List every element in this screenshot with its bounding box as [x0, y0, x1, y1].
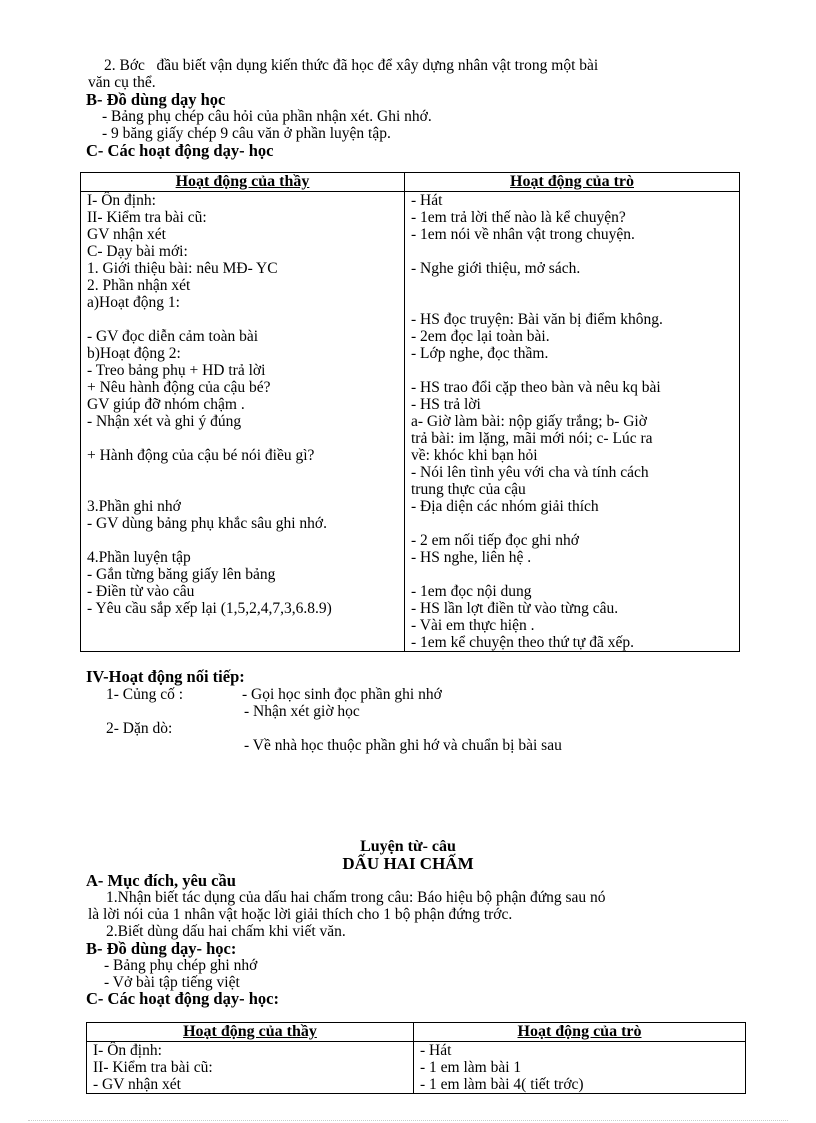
teacher-line: 4.Phần luyện tập — [87, 549, 191, 566]
section-b2-heading: B- Đồ dùng dạy- học: — [86, 939, 237, 958]
teacher-line: a)Hoạt động 1: — [87, 294, 180, 311]
student-line — [411, 362, 733, 379]
section-a-heading: A- Mục đích, yêu cầu — [86, 871, 236, 890]
teacher-column-header: Hoạt động của thầy — [81, 173, 405, 192]
student-line: - 1em đọc nội dung — [411, 583, 532, 600]
student-line — [411, 515, 733, 532]
teacher-line: II- Kiểm tra bài cũ: — [93, 1059, 213, 1076]
teacher-line: I- Ôn định: — [93, 1042, 162, 1059]
activities-table-2 — [86, 1022, 746, 1094]
student-line: trả bài: im lặng, mãi mới nói; c- Lúc ra — [411, 430, 653, 447]
teacher-line: - Yêu cầu sắp xếp lại (1,5,2,4,7,3,6.8.9) — [87, 600, 332, 617]
teacher-line: 1. Giới thiệu bài: nêu MĐ- YC — [87, 260, 278, 277]
student-line: - HS trao đổi cặp theo bàn và nêu kq bài — [411, 379, 661, 396]
teacher-line — [87, 532, 398, 549]
teacher-line — [87, 430, 398, 447]
teacher-line: GV giúp đỡ nhóm chậm . — [87, 396, 245, 413]
student-line: - 2 em nối tiếp đọc ghi nhớ — [411, 532, 579, 549]
goal-2: 2.Biết dùng dấu hai chấm khi viết văn. — [106, 923, 346, 940]
dan-do-item: - Về nhà học thuộc phần ghi hớ và chuẩn bị bài sau — [244, 737, 562, 754]
teacher-line: 3.Phần ghi nhớ — [87, 498, 181, 515]
student-line — [411, 277, 733, 294]
teacher-line: - Gắn từng băng giấy lên bảng — [87, 566, 276, 583]
student-line: - Hát — [411, 192, 443, 209]
student-activities-cell — [414, 1042, 746, 1094]
student-line: - 1em kể chuyện theo thứ tự đã xếp. — [411, 634, 634, 651]
teacher-line — [87, 464, 398, 481]
activities-table — [80, 172, 740, 652]
teacher-line — [87, 311, 398, 328]
student-line: - Nói lên tình yêu với cha và tính cách — [411, 464, 649, 481]
student-line: - HS đọc truyện: Bài văn bị điểm không. — [411, 311, 663, 328]
section-b-heading: B- Đồ dùng dạy học — [86, 90, 226, 109]
teacher-line: - GV nhận xét — [93, 1076, 181, 1093]
student-line: - Lớp nghe, đọc thầm. — [411, 345, 549, 362]
student-line: - Nghe giới thiệu, mở sách. — [411, 260, 581, 277]
student-line — [411, 566, 733, 583]
teacher-line: - Treo bảng phụ + HD trả lời — [87, 362, 266, 379]
section-iv-heading: IV-Hoạt động nối tiếp: — [86, 667, 245, 686]
material-item: - Vở bài tập tiếng việt — [104, 974, 240, 991]
student-line: a- Giờ làm bài: nộp giấy trắng; b- Giờ — [411, 413, 647, 430]
teacher-line: II- Kiểm tra bài cũ: — [87, 209, 207, 226]
dan-do-label: 2- Dặn dò: — [106, 720, 173, 737]
teacher-line: C- Dạy bài mới: — [87, 243, 188, 260]
student-line: - HS lần lợt điền từ vào từng câu. — [411, 600, 619, 617]
page-bottom-rule — [28, 1120, 788, 1121]
teacher-column-header: Hoạt động của thầy — [87, 1023, 414, 1042]
student-line: - 1 em làm bài 4( tiết trớc) — [420, 1076, 584, 1093]
student-activities-cell — [405, 192, 740, 652]
student-line: - 2em đọc lại toàn bài. — [411, 328, 550, 345]
teacher-line — [87, 481, 398, 498]
teacher-line: + Hành động của cậu bé nói điều gì? — [87, 447, 315, 464]
teacher-line: b)Hoạt động 2: — [87, 345, 181, 362]
student-line: - Địa diện các nhóm giải thích — [411, 498, 599, 515]
goal-1-line-2: là lời nói của 1 nhân vật hoặc lời giải thích cho 1 bộ phận đứng trớc. — [88, 906, 513, 923]
lesson-title: DẤU HAI CHẤM — [342, 854, 474, 873]
teacher-activities-cell — [87, 1042, 414, 1094]
student-line: - 1em nói về nhân vật trong chuyện. — [411, 226, 635, 243]
intro-line-1: 2. Bớc đầu biết vận dụng kiến thức đã học để xây dựng nhân vật trong một bài — [104, 57, 599, 74]
student-line: - Hát — [420, 1042, 452, 1059]
student-line: - HS trả lời — [411, 396, 481, 413]
material-item: - 9 băng giấy chép 9 câu văn ở phần luyện tập. — [102, 125, 391, 142]
material-item: - Bảng phụ chép ghi nhớ — [104, 957, 258, 974]
student-line: - 1 em làm bài 1 — [420, 1059, 522, 1076]
section-c2-heading: C- Các hoạt động dạy- học: — [86, 989, 279, 1008]
student-line: - Vài em thực hiện . — [411, 617, 535, 634]
student-line: - HS nghe, liên hệ . — [411, 549, 532, 566]
teacher-line: - GV đọc diễn cảm toàn bài — [87, 328, 259, 345]
student-column-header: Hoạt động của trò — [414, 1023, 746, 1042]
teacher-line: - Điền từ vào câu — [87, 583, 195, 600]
student-column-header: Hoạt động của trò — [405, 173, 740, 192]
teacher-line: I- Ôn định: — [87, 192, 156, 209]
section-c-heading: C- Các hoạt động dạy- học — [86, 141, 274, 160]
teacher-line: + Nêu hành động của cậu bé? — [87, 379, 271, 396]
teacher-line: - GV dùng bảng phụ khắc sâu ghi nhớ. — [87, 515, 327, 532]
teacher-line: 2. Phần nhận xét — [87, 277, 191, 294]
student-line — [411, 243, 733, 260]
student-line: về: khóc khi bạn hỏi — [411, 447, 538, 464]
cung-co-item: - Nhận xét giờ học — [244, 703, 360, 720]
goal-1-line-1: 1.Nhận biết tác dụng của dấu hai chấm trong câu: Báo hiệu bộ phận đứng sau nó — [106, 889, 606, 906]
lesson-subject: Luyện từ- câu — [360, 838, 456, 855]
student-line: trung thực của cậu — [411, 481, 526, 498]
student-line — [411, 294, 733, 311]
intro-line-2: văn cụ thể. — [88, 74, 156, 91]
teacher-line: GV nhận xét — [87, 226, 166, 243]
teacher-line: - Nhận xét và ghi ý đúng — [87, 413, 242, 430]
student-line: - 1em trả lời thế nào là kể chuyện? — [411, 209, 626, 226]
teacher-activities-cell — [81, 192, 405, 652]
cung-co-label: 1- Củng cố : — [106, 686, 184, 703]
cung-co-item: - Gọi học sinh đọc phần ghi nhớ — [242, 686, 442, 703]
material-item: - Bảng phụ chép câu hỏi của phần nhận xét. Ghi nhớ. — [102, 108, 432, 125]
